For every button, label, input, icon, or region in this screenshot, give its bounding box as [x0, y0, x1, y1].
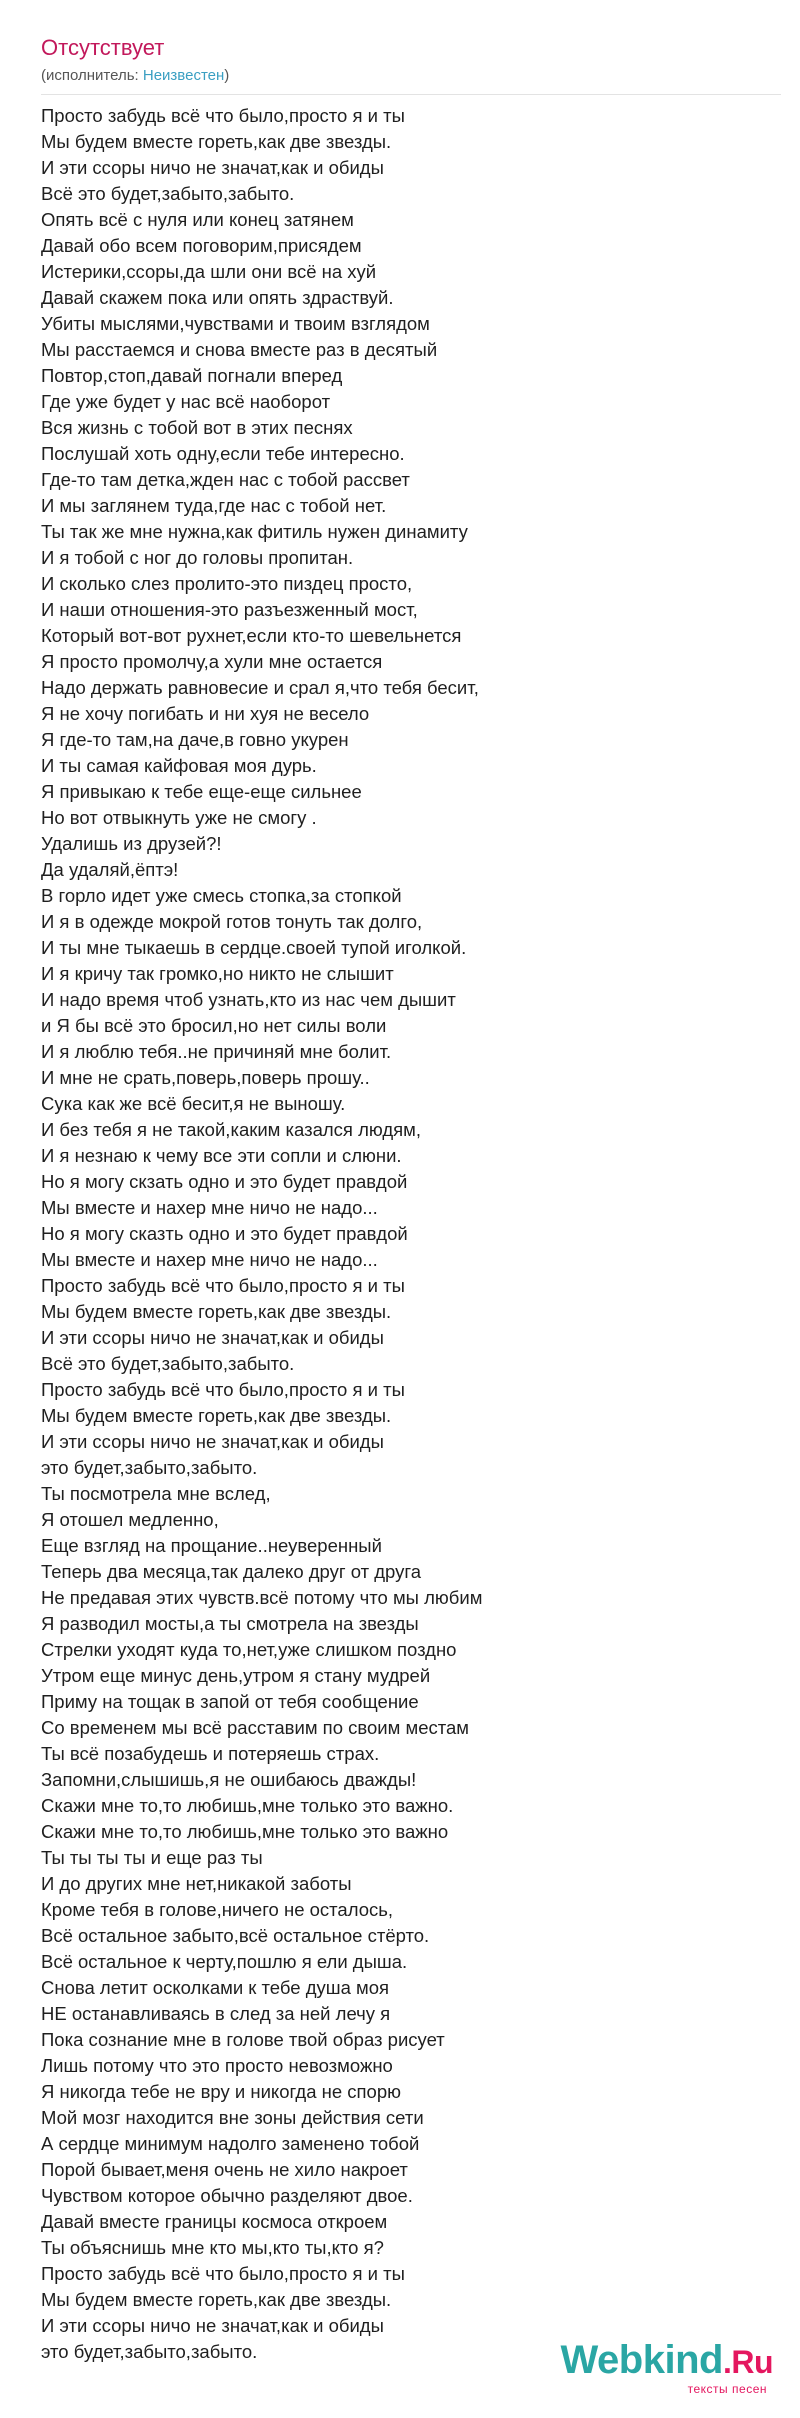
lyric-line: И до других мне нет,никакой заботы: [41, 1873, 352, 1894]
lyric-line: Пока сознание мне в голове твой образ рисует: [41, 2029, 445, 2050]
artist-link[interactable]: Неизвестен: [142, 67, 225, 84]
lyric-line: Ты так же мне нужна,как фитиль нужен динамиту: [41, 521, 468, 542]
lyric-line: Давай вместе границы космоса откроем: [41, 2211, 388, 2232]
lyric-line: И ты мне тыкаешь в сердце.своей тупой иголкой.: [41, 937, 467, 958]
lyric-line: Мы будем вместе гореть,как две звезды.: [41, 2289, 392, 2310]
lyric-line: Убиты мыслями,чувствами и твоим взглядом: [41, 313, 430, 334]
lyric-line: Теперь два месяца,так далеко друг от друга: [41, 1561, 422, 1582]
lyric-line: Истерики,ссоры,да шли они всё на хуй: [41, 261, 377, 282]
lyric-line: Я никогда тебе не вру и никогда не спорю: [41, 2081, 402, 2102]
lyric-line: И эти ссоры ничо не значат,как и обиды: [41, 1327, 384, 1348]
lyric-line: Повтор,стоп,давай погнали вперед: [41, 365, 343, 386]
lyric-line: И я в одежде мокрой готов тонуть так долго,: [41, 911, 423, 932]
lyric-line: И наши отношения-это разъезженный мост,: [41, 599, 418, 620]
lyric-line: Просто забудь всё что было,просто я и ты: [41, 1379, 405, 1400]
lyric-line: Всё это будет,забыто,забыто.: [41, 183, 295, 204]
lyric-line: А сердце минимум надолго заменено тобой: [41, 2133, 420, 2154]
lyric-line: Я где-то там,на даче,в говно укурен: [41, 729, 349, 750]
lyric-line: Ты посмотрела мне вслед,: [41, 1483, 271, 1504]
lyric-line: Я разводил мосты,а ты смотрела на звезды: [41, 1613, 419, 1634]
lyric-line: И я тобой с ног до головы пропитан.: [41, 547, 354, 568]
lyric-line: И мы заглянем туда,где нас с тобой нет.: [41, 495, 387, 516]
lyric-line: Надо держать равновесие и срал я,что тебя бесит,: [41, 677, 479, 698]
lyric-line: И я кричу так громко,но никто не слышит: [41, 963, 394, 984]
song-header: [41, 34, 781, 86]
lyric-line: и Я бы всё это бросил,но нет силы воли: [41, 1015, 387, 1036]
lyric-line: И эти ссоры ничо не значат,как и обиды: [41, 2315, 384, 2336]
lyric-line: И я незнаю к чему все эти сопли и слюни.: [41, 1145, 402, 1166]
lyric-line: Всё остальное забыто,всё остальное стёрто.: [41, 1925, 430, 1946]
lyric-line: Просто забудь всё что было,просто я и ты: [41, 105, 405, 126]
lyric-line: Давай скажем пока или опять здраствуй.: [41, 287, 394, 308]
lyric-line: Всё остальное к черту,пошлю я ели дыша.: [41, 1951, 408, 1972]
lyric-line: Чувством которое обычно разделяют двое.: [41, 2185, 413, 2206]
lyric-line: И без тебя я не такой,каким казался людям,: [41, 1119, 422, 1140]
lyric-line: Мой мозг находится вне зоны действия сети: [41, 2107, 424, 2128]
lyric-line: Не предавая этих чувств.всё потому что мы любим: [41, 1587, 483, 1608]
lyric-line: это будет,забыто,забыто.: [41, 2341, 258, 2362]
lyric-line: Опять всё с нуля или конец затянем: [41, 209, 354, 230]
lyric-line: Мы вместе и нахер мне ничо не надо...: [41, 1249, 378, 1270]
lyric-line: Но я могу скзать одно и это будет правдой: [41, 1171, 408, 1192]
lyric-line: И сколько слез пролито-это пиздец просто,: [41, 573, 413, 594]
lyric-line: Скажи мне то,то любишь,мне только это важно.: [41, 1795, 454, 1816]
lyric-line: Удалишь из друзей?!: [41, 833, 222, 854]
lyric-line: Мы будем вместе гореть,как две звезды.: [41, 1405, 392, 1426]
lyric-line: Скажи мне то,то любишь,мне только это важно: [41, 1821, 449, 1842]
lyric-line: Запомни,слышишь,я не ошибаюсь дважды!: [41, 1769, 417, 1790]
lyric-line: Но вот отвыкнуть уже не смогу .: [41, 807, 317, 828]
lyric-line: Вся жизнь с тобой вот в этих песнях: [41, 417, 353, 438]
artist-suffix: ): [224, 67, 230, 84]
lyric-line: В горло идет уже смесь стопка,за стопкой: [41, 885, 402, 906]
lyric-line: Ты объяснишь мне кто мы,кто ты,кто я?: [41, 2237, 384, 2258]
lyric-line: Со временем мы всё расставим по своим местам: [41, 1717, 470, 1738]
logo-tagline: тексты песен: [687, 2382, 767, 2396]
lyric-line: Послушай хоть одну,если тебе интересно.: [41, 443, 405, 464]
lyric-line: Я привыкаю к тебе еще-еще сильнее: [41, 781, 362, 802]
lyric-line: НЕ останавливаясь в след за ней лечу я: [41, 2003, 391, 2024]
logo-tld: .Ru: [722, 2344, 773, 2380]
lyric-line: Где-то там детка,жден нас с тобой рассвет: [41, 469, 410, 490]
lyric-line: Мы вместе и нахер мне ничо не надо...: [41, 1197, 378, 1218]
lyric-line: Всё это будет,забыто,забыто.: [41, 1353, 295, 1374]
lyric-line: Ты всё позабудешь и потеряешь страх.: [41, 1743, 380, 1764]
lyric-line: Мы расстаемся и снова вместе раз в десятый: [41, 339, 438, 360]
lyric-line: Который вот-вот рухнет,если кто-то шевельнется: [41, 625, 462, 646]
lyric-line: И надо время чтоб узнать,кто из нас чем дышит: [41, 989, 456, 1010]
lyric-line: Просто забудь всё что было,просто я и ты: [41, 1275, 405, 1296]
site-logo[interactable]: [561, 2338, 773, 2396]
lyric-line: Я отошел медленно,: [41, 1509, 219, 1530]
lyric-line: Просто забудь всё что было,просто я и ты: [41, 2263, 405, 2284]
artist-prefix: (исполнитель:: [41, 67, 143, 84]
logo-word: Webkind: [560, 2338, 723, 2382]
lyric-line: Я просто промолчу,а хули мне остается: [41, 651, 383, 672]
lyric-line: Еще взгляд на прощание..неуверенный: [41, 1535, 382, 1556]
lyric-line: И эти ссоры ничо не значат,как и обиды: [41, 157, 384, 178]
lyric-line: Но я могу сказть одно и это будет правдой: [41, 1223, 408, 1244]
lyric-line: Ты ты ты ты и еще раз ты: [41, 1847, 263, 1868]
lyric-line: И мне не срать,поверь,поверь прошу..: [41, 1067, 370, 1088]
lyric-line: Я не хочу погибать и ни хуя не весело: [41, 703, 370, 724]
song-title: Отсутствует: [41, 35, 165, 60]
header-divider: [41, 94, 781, 95]
lyric-line: И я люблю тебя..не причиняй мне болит.: [41, 1041, 392, 1062]
lyric-line: Мы будем вместе гореть,как две звезды.: [41, 131, 392, 152]
lyric-line: Да удаляй,ёптэ!: [41, 859, 179, 880]
lyric-line: Порой бывает,меня очень не хило накроет: [41, 2159, 408, 2180]
lyric-line: И эти ссоры ничо не значат,как и обиды: [41, 1431, 384, 1452]
lyric-line: И ты самая кайфовая моя дурь.: [41, 755, 317, 776]
lyric-line: Стрелки уходят куда то,нет,уже слишком поздно: [41, 1639, 457, 1660]
logo-wordmark: [561, 2338, 773, 2384]
lyric-line: Мы будем вместе гореть,как две звезды.: [41, 1301, 392, 1322]
lyric-line: Давай обо всем поговорим,присядем: [41, 235, 362, 256]
lyric-line: Кроме тебя в голове,ничего не осталось,: [41, 1899, 394, 1920]
lyric-line: Лишь потому что это просто невозможно: [41, 2055, 393, 2076]
lyric-line: Утром еще минус день,утром я стану мудрей: [41, 1665, 431, 1686]
lyric-line: Снова летит осколками к тебе душа моя: [41, 1977, 390, 1998]
lyrics-text: [41, 103, 781, 2365]
lyric-line: Сука как же всё бесит,я не выношу.: [41, 1093, 346, 1114]
lyric-line: это будет,забыто,забыто.: [41, 1457, 258, 1478]
lyric-line: Приму на тощак в запой от тебя сообщение: [41, 1691, 419, 1712]
lyric-line: Где уже будет у нас всё наоборот: [41, 391, 331, 412]
artist-line: [41, 66, 781, 86]
